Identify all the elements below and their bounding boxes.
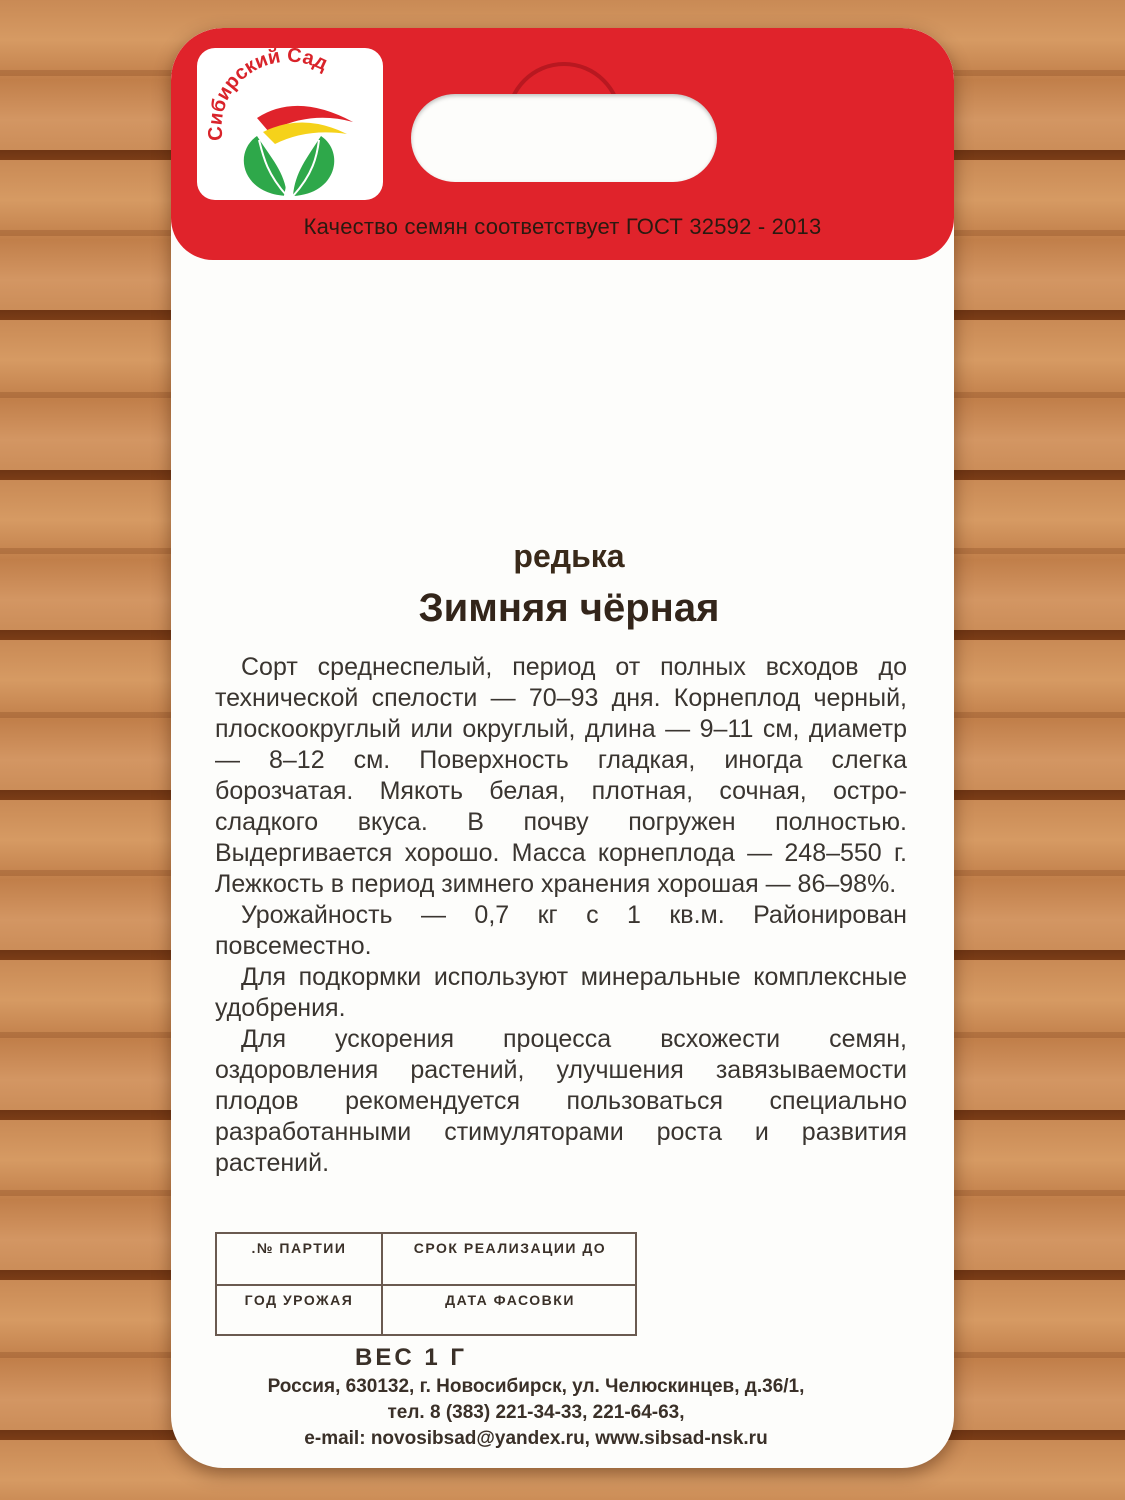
harvest-year-label: ГОД УРОЖАЯ: [244, 1292, 354, 1308]
gost-standard-text: Качество семян соответствует ГОСТ 32592 - 2013: [303, 214, 822, 239]
product-variety: Зимняя чёрная: [418, 586, 720, 630]
description-paragraph: Для ускорения процесса всхожести семян, оздоровления растений, улучшения завязываемости плодов рекомендуется пользоваться специально разработанными стимуляторами роста и развития растений.: [215, 1025, 907, 1177]
hang-hole: [411, 94, 717, 182]
expiry-date-label: СРОК РЕАЛИЗАЦИИ ДО: [413, 1240, 607, 1256]
company-email-web: e-mail: novosibsad@yandex.ru, www.sibsad-nsk.ru: [304, 1428, 768, 1449]
product-description: [215, 652, 907, 1179]
net-weight: ВЕС 1 Г: [355, 1344, 467, 1371]
description-paragraph: Урожайность — 0,7 кг с 1 кв.м. Районирован повсеместно.: [215, 901, 907, 960]
packing-date-label: ДАТА ФАСОВКИ: [445, 1292, 575, 1308]
description-paragraph: Сорт среднеспелый, период от полных всходов до технической спелости — 70–93 дня. Корнеплод черный, плоскоокруглый или округлый, длина — 9–11 см, диаметр — 8–12 см. Поверхность гладкая, иногда слегка борозчатая. Мякоть белая, плотная, сочная, остро-сладкого вкуса. В почву погружен полностью. Выдергивается хорошо. Масса корнеплода — 248–550 г. Лежкость в период зимнего хранения хорошая — 86–98%.: [215, 653, 907, 898]
packet-header: [171, 28, 954, 260]
brand-logo: [197, 48, 383, 200]
batch-info-table: [215, 1232, 637, 1336]
product-kind: редька: [513, 538, 625, 574]
company-address: Россия, 630132, г. Новосибирск, ул. Челюскинцев, д.36/1,: [267, 1376, 805, 1397]
batch-number-label: .№ ПАРТИИ: [251, 1240, 347, 1256]
brand-logo-icon: [197, 48, 383, 200]
brand-name-text: Сибирский Сад: [204, 48, 332, 142]
company-phone: тел. 8 (383) 221-34-33, 221-64-63,: [387, 1402, 685, 1423]
description-paragraph: Для подкормки используют минеральные комплексные удобрения.: [215, 963, 907, 1022]
seed-packet: [171, 28, 954, 1468]
